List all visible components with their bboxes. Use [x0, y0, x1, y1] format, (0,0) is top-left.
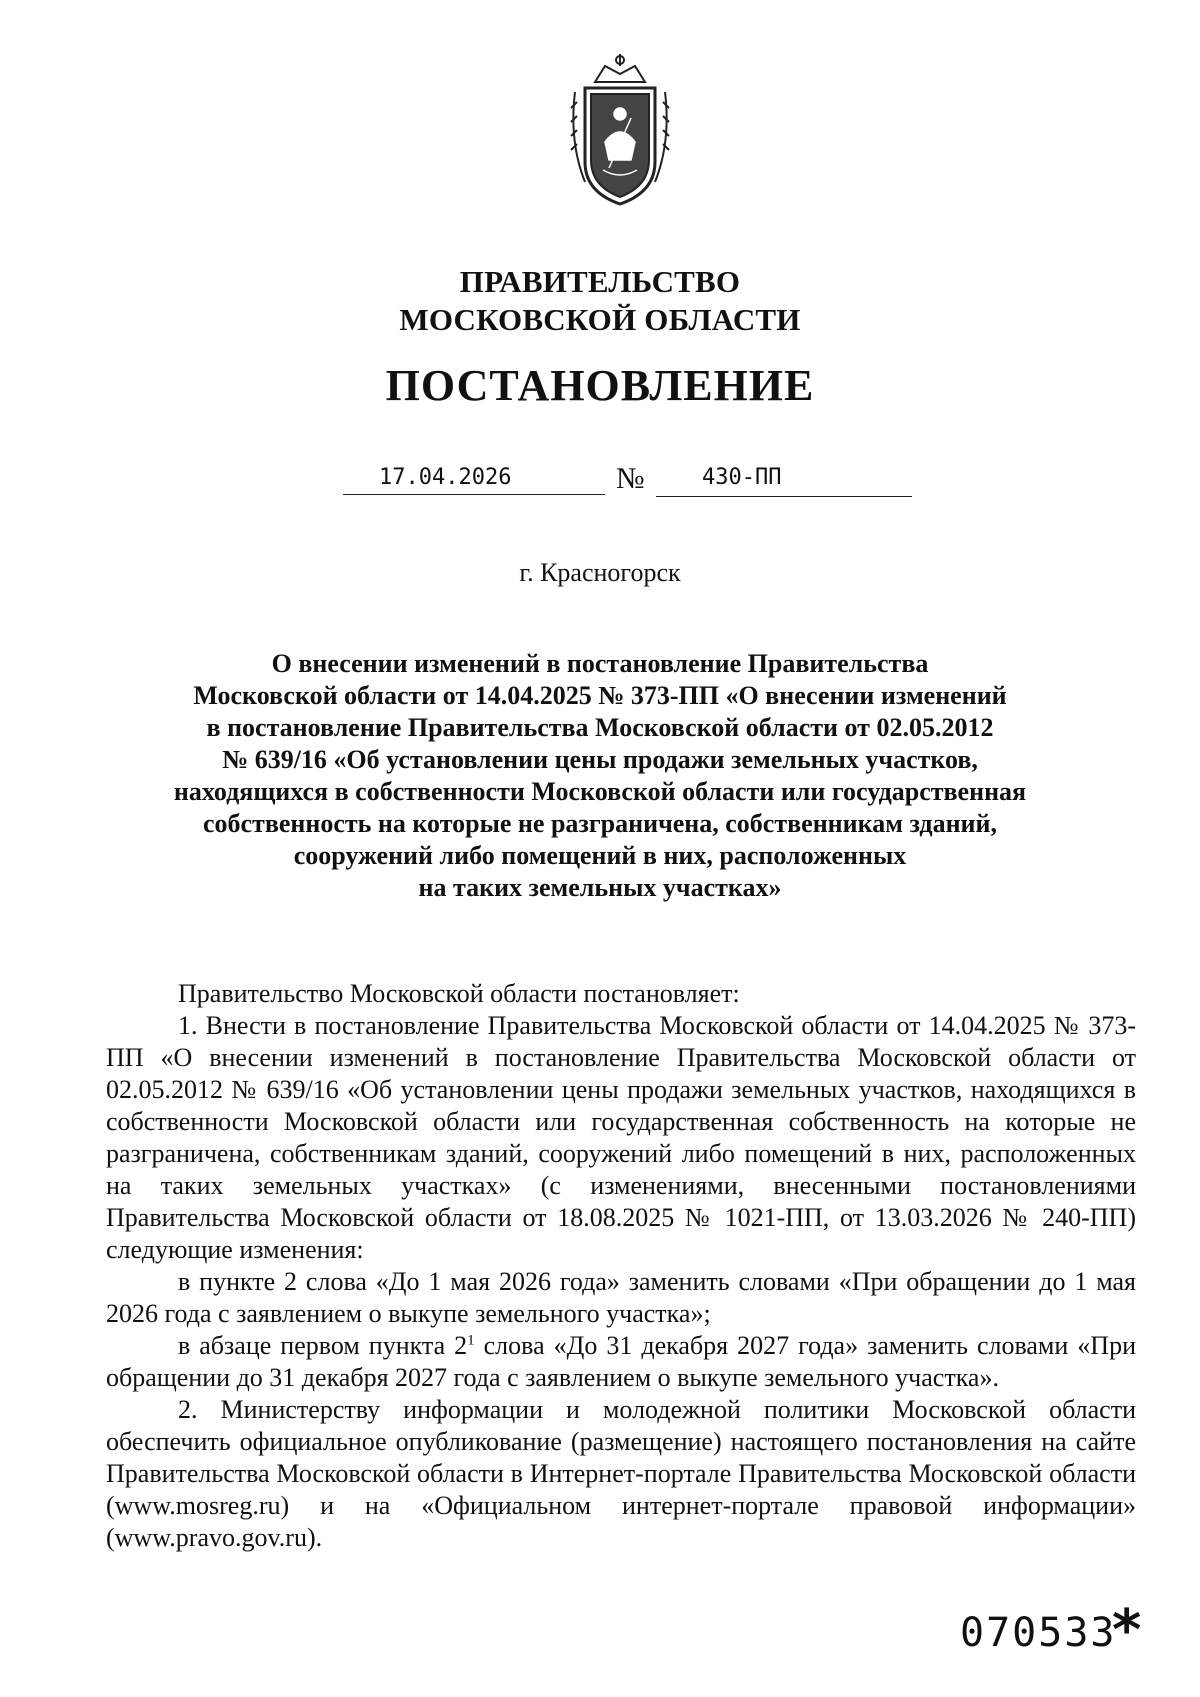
document-body [106, 978, 1136, 1554]
item-1-paragraph: 1. Внести в постановление Правительства Московской области от 14.04.2025 № 373-ПП «О внесении изменений в постановление Правительства Московской области от 02.05.2012 № 639/16 «Об установлении цены продажи земельных участков, находящихся в собственности Московской области или государственная собственность на которые не разграничена, собственникам зданий, сооружений либо помещений в них, расположенных на таких земельных участках» (с изменениями, внесенными постановлениями Правительства Московской области от 18.08.2025 № 1021-ПП, от 13.03.2026 № 240-ПП) следующие изменения: [106, 1011, 1136, 1264]
intro-paragraph: Правительство Московской области постановляет: [178, 979, 740, 1008]
heading-line: собственность на которые не разграничена, собственникам зданий, [202, 809, 998, 838]
item-2-paragraph: 2. Министерству информации и молодежной политики Московской области обеспечить официальное опубликование (размещение) настоящего постановления на сайте Правительства Московской области в Интернет-портале Правительства Московской области (www.mosreg.ru) и на «Официальном интернет-портале правовой информации» (www.pravo.gov.ru). [106, 1395, 1136, 1552]
serial-number: 070533 [960, 1610, 1117, 1656]
document-heading [0, 648, 1200, 904]
heading-line: на таких земельных участках» [418, 873, 782, 902]
heading-line: № 639/16 «Об установлении цены продажи земельных участков, [222, 745, 978, 774]
number-sign: № [616, 462, 645, 495]
city-name: г. Красногорск [519, 558, 681, 587]
document-date: 17.04.2026 [379, 465, 512, 490]
change-2-text-end: слова «До 31 декабря 2027 года» заменить словами «При обращении до 31 декабря 2027 года с заявлением о выкупе земельного участка». [106, 1331, 1136, 1392]
coat-of-arms-icon [565, 52, 675, 212]
change-2-paragraph [106, 1330, 1136, 1394]
change-1-paragraph: в пункте 2 слова «До 1 мая 2026 года» заменить словами «При обращении до 1 мая 2026 года с заявлением о выкупе земельного участка»; [106, 1267, 1136, 1328]
document-number: 430-ПП [702, 465, 782, 490]
superscript: 1 [467, 1332, 475, 1349]
number-field [656, 454, 912, 497]
change-2-text-start: в абзаце первом пункта 2 [178, 1331, 468, 1360]
heading-line: Московской области от 14.04.2025 № 373-ПП «О внесении изменений [193, 681, 1007, 710]
document-type-title: ПОСТАНОВЛЕНИЕ [385, 361, 815, 410]
heading-line: находящихся в собственности Московской области или государственная [173, 777, 1027, 806]
government-name-line2: МОСКОВСКОЙ ОБЛАСТИ [399, 302, 801, 337]
heading-line: О внесении изменений в постановление Правительства [271, 649, 929, 678]
date-field [343, 454, 605, 495]
heading-line: в постановление Правительства Московской области от 02.05.2012 [206, 713, 994, 742]
asterisk-mark: * [1112, 1598, 1142, 1663]
heading-line: сооружений либо помещений в них, расположенных [293, 841, 907, 870]
government-name-line1: ПРАВИТЕЛЬСТВО [459, 264, 741, 299]
